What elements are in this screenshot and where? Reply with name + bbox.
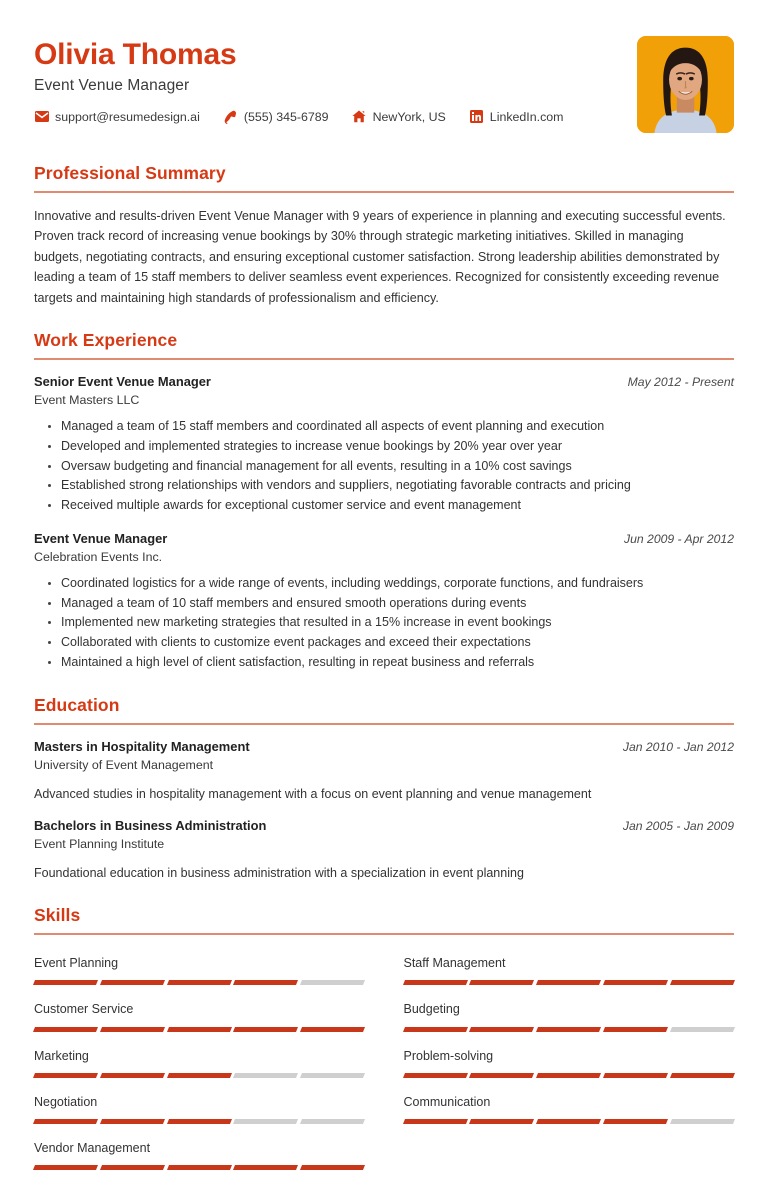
skill-segment-filled [402, 1073, 467, 1078]
section-professional-summary [34, 163, 734, 308]
education-school: University of Event Management [34, 757, 214, 772]
skill-segment-filled [167, 1165, 232, 1170]
skill-level-bar [404, 1073, 734, 1078]
skill-segment-filled [33, 980, 98, 985]
skill-segment-filled [670, 980, 735, 985]
skill-segment-filled [402, 1027, 467, 1032]
skill-segment-filled [603, 1119, 668, 1124]
work-entry [34, 373, 734, 516]
education-entry-head [34, 817, 734, 835]
linkedin-icon [469, 110, 484, 124]
skill-segment-empty [670, 1027, 735, 1032]
skill-segment-filled [100, 1073, 165, 1078]
skill-item [404, 1087, 735, 1133]
work-bullet: Received multiple awards for exceptional customer service and event management [61, 496, 734, 516]
skill-item [404, 994, 735, 1040]
work-role: Senior Event Venue Manager [34, 373, 211, 389]
section-divider [34, 723, 734, 725]
skills-column-right [404, 948, 735, 1179]
skill-segment-filled [33, 1119, 98, 1124]
skill-segment-filled [603, 1027, 668, 1032]
work-company: Event Masters LLC [34, 393, 140, 408]
section-education [34, 695, 734, 884]
email-icon [34, 110, 49, 124]
skill-segment-empty [233, 1073, 298, 1078]
contact-phone[interactable] [223, 110, 329, 124]
skill-name: Vendor Management [34, 1141, 151, 1156]
skill-item [404, 948, 735, 994]
skills-grid [34, 948, 734, 1179]
work-bullet: Collaborated with clients to customize event packages and exceed their expectations [61, 633, 734, 653]
skill-level-bar [404, 980, 734, 985]
skill-segment-filled [100, 1165, 165, 1170]
education-date: Jan 2005 - Jan 2009 [622, 819, 734, 834]
contact-linkedin[interactable] [469, 110, 564, 124]
work-entry-head [34, 530, 734, 548]
contact-location-text: NewYork, US [372, 109, 446, 124]
section-divider [34, 358, 734, 360]
skill-level-bar [404, 1119, 734, 1124]
skill-segment-filled [167, 1027, 232, 1032]
skill-segment-filled [536, 1119, 601, 1124]
skill-segment-filled [233, 1165, 298, 1170]
skill-name: Marketing [34, 1048, 89, 1063]
skill-name: Customer Service [34, 1002, 134, 1017]
resume-header [34, 34, 734, 141]
contact-email-text: support@resumedesign.ai [55, 109, 200, 124]
education-entry [34, 738, 734, 804]
education-description: Foundational education in business administration with a specialization in event planning [34, 866, 524, 881]
skill-segment-filled [233, 980, 298, 985]
section-title-summary: Professional Summary [34, 163, 226, 183]
skill-segment-filled [33, 1073, 98, 1078]
work-bullet: Established strong relationships with vendors and suppliers, negotiating favorable contracts and pricing [61, 476, 734, 496]
work-bullets [34, 574, 734, 673]
skill-segment-filled [300, 1165, 365, 1170]
skill-segment-filled [233, 1027, 298, 1032]
education-date: Jan 2010 - Jan 2012 [622, 739, 734, 754]
education-degree: Masters in Hospitality Management [34, 738, 250, 754]
skill-item [34, 948, 365, 994]
skill-segment-filled [402, 980, 467, 985]
candidate-job-title: Event Venue Manager [34, 76, 190, 94]
skill-segment-filled [100, 1119, 165, 1124]
education-entry-head [34, 738, 734, 756]
skill-segment-filled [469, 1027, 534, 1032]
skill-level-bar [34, 1027, 364, 1032]
work-bullet: Maintained a high level of client satisfaction, resulting in repeat business and referrals [61, 653, 734, 673]
skill-name: Communication [403, 1094, 491, 1109]
skill-segment-empty [233, 1119, 298, 1124]
skill-segment-filled [536, 1073, 601, 1078]
work-date: Jun 2009 - Apr 2012 [624, 531, 734, 546]
skill-segment-filled [33, 1165, 98, 1170]
skills-column-left [34, 948, 365, 1179]
work-bullet: Developed and implemented strategies to increase venue bookings by 20% year over year [61, 437, 734, 457]
skill-segment-filled [670, 1073, 735, 1078]
skill-segment-empty [300, 1119, 365, 1124]
work-bullet: Managed a team of 10 staff members and ensured smooth operations during events [61, 594, 734, 614]
skill-segment-filled [603, 1073, 668, 1078]
skill-segment-filled [100, 1027, 165, 1032]
skill-segment-filled [469, 1073, 534, 1078]
skill-segment-filled [167, 1119, 232, 1124]
work-entry-head [34, 373, 734, 391]
skill-segment-filled [536, 980, 601, 985]
profile-photo [637, 36, 734, 133]
summary-text: Innovative and results-driven Event Venue Manager with 9 years of experience in planning and executing successful events. Proven track record of increasing venue bookings by 30% through strategic marketing initiatives. Skilled in managing budgets, negotiating contracts, and ensuring exceptional customer satisfaction. Strong leadership abilities demonstrated by leading a team of 15 staff members to deliver seamless event experiences. Recognized for consistently exceeding revenue targets and maintaining high standards of professionalism and efficiency. [34, 209, 726, 305]
section-title-education: Education [34, 694, 120, 715]
skill-name: Problem-solving [403, 1048, 494, 1063]
skill-level-bar [404, 1027, 734, 1032]
skill-level-bar [34, 980, 364, 985]
section-title-work: Work Experience [34, 329, 178, 350]
section-skills [34, 905, 734, 1179]
skill-level-bar [34, 1165, 364, 1170]
education-description: Advanced studies in hospitality management with a focus on event planning and venue management [34, 786, 592, 801]
section-divider [34, 933, 734, 935]
skill-segment-filled [536, 1027, 601, 1032]
header-identity [34, 34, 621, 124]
work-bullet: Coordinated logistics for a wide range of events, including weddings, corporate functions, and fundraisers [61, 574, 734, 594]
contact-phone-text: (555) 345-6789 [243, 109, 329, 124]
skill-item [34, 994, 365, 1040]
skill-item [34, 1133, 365, 1179]
skill-segment-empty [300, 980, 365, 985]
home-icon [352, 110, 367, 124]
skill-segment-filled [167, 1073, 232, 1078]
work-role: Event Venue Manager [34, 530, 168, 546]
skill-level-bar [34, 1119, 364, 1124]
skill-item [34, 1087, 365, 1133]
work-company: Celebration Events Inc. [34, 549, 163, 564]
contact-row [34, 110, 621, 124]
contact-email[interactable] [34, 110, 200, 124]
section-divider [34, 191, 734, 193]
skill-item [34, 1041, 365, 1087]
skill-segment-filled [100, 980, 165, 985]
skill-segment-filled [603, 980, 668, 985]
skill-item [404, 1041, 735, 1087]
section-title-skills: Skills [34, 905, 81, 926]
skill-segment-filled [469, 1119, 534, 1124]
skill-segment-empty [300, 1073, 365, 1078]
section-work-experience [34, 330, 734, 673]
skill-name: Negotiation [34, 1094, 98, 1109]
skill-level-bar [34, 1073, 364, 1078]
skill-name: Event Planning [34, 956, 119, 971]
skill-name: Budgeting [403, 1002, 460, 1017]
work-entry [34, 530, 734, 673]
education-degree: Bachelors in Business Administration [34, 818, 267, 834]
work-bullet: Managed a team of 15 staff members and coordinated all aspects of event planning and execution [61, 417, 734, 437]
skill-segment-filled [402, 1119, 467, 1124]
contact-linkedin-text: LinkedIn.com [489, 109, 564, 124]
skill-name: Staff Management [403, 956, 506, 971]
phone-icon [223, 110, 238, 124]
candidate-name: Olivia Thomas [34, 38, 237, 71]
skill-segment-filled [469, 980, 534, 985]
work-date: May 2012 - Present [627, 374, 734, 389]
contact-location[interactable] [352, 110, 446, 124]
education-entry [34, 817, 734, 883]
work-bullet: Oversaw budgeting and financial management for all events, resulting in a 10% cost savings [61, 457, 734, 477]
work-bullet: Implemented new marketing strategies that resulted in a 15% increase in event bookings [61, 613, 734, 633]
skill-segment-filled [167, 980, 232, 985]
skill-segment-filled [33, 1027, 98, 1032]
skill-segment-empty [670, 1119, 735, 1124]
work-bullets [34, 417, 734, 516]
education-school: Event Planning Institute [34, 837, 165, 852]
skill-segment-filled [300, 1027, 365, 1032]
